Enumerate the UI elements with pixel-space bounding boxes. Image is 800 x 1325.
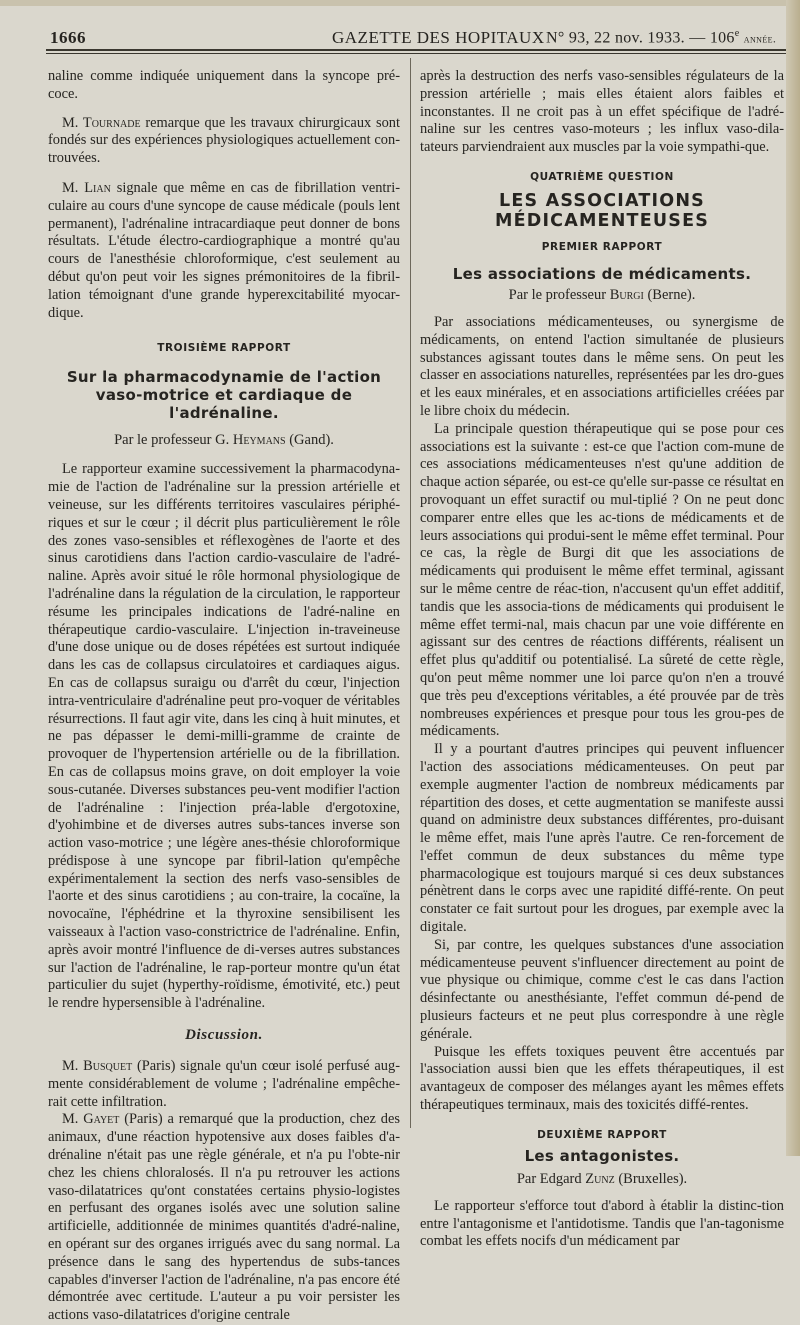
paragraph-text: (Paris) signale qu'un cœur isolé perfusé aug-mente considérablement de volume ; l'adrénaline empêche-rait cette infiltration. (48, 1058, 400, 1110)
issue-main: N° 93, 22 nov. 1933. — 106 (546, 29, 735, 47)
report-title: Les associations de médicaments. (452, 264, 752, 283)
author-prefix: Par le professeur G. (114, 432, 233, 449)
speaker-name: M. Lian (62, 179, 111, 196)
issue-suffix: année. (743, 31, 777, 46)
paragraph: Il y a pourtant d'autres principes qui peuvent influencer l'action des associations médicamenteuses. On peut par exemple augmenter l'action de nombreux médicaments par répartition des doses, et cette augmentation se manifeste aussi quand on administre deux substances différentes, pro-duisant le même effet, mais l'une après l'autre. Ce ren-forcement de l'effet commun de deux substances du même type pharmacologique est toujours marqué si ces deux substances pénètrent dans le corps avec une rapidité diffé-rente. On peut constater ce fait surtout pour les drogues, par exemple avec la digitale. (420, 741, 784, 936)
report-author (420, 287, 784, 304)
paragraph: après la destruction des nerfs vaso-sensibles régulateurs de la pression artérielle ; mais elles étaient alors faibles et inconstantes. Il ne croit pas à un effet spécifique de l'adré-naline sur les centres vaso-moteurs ; les influx vaso-dila-tateurs parviendraient aux muscles par la voie sympathi-que. (420, 68, 784, 156)
author-name: Zunz (585, 1170, 615, 1187)
report-label: DEUXIÈME RAPPORT (537, 1128, 667, 1141)
author-name: Heymans (232, 432, 286, 449)
issue-sup: e (734, 28, 740, 39)
paragraph: Par associations médicamenteuses, ou synergisme de médicaments, on entend l'action simultanée de plusieurs substances agissant toutes dans le même sens. On peut les classer en associations naturelles, représentées par les dro-gues et les eaux minérales, et en associations artificielles créées par le libre choix du médecin. (420, 313, 784, 419)
paragraph: La principale question thérapeutique qui se pose pour ces associations est la suivante : est-ce que l'action com-mune de ces associations médicamenteuses n'est qu'une addition de chaque action séparée, ou est-ce qu'elle sur-passe ce résultat en provoquant un effet suractif ou mul-tiplié ? On ne peut donc comparer entre elles que les ac-tions de médicaments et de leurs associations qui produi-sent le même effet terminal. Pour ce cas, la règle de Burgi dit que les associations de médicaments qui produisent le même effet terminal, agissant sur le même centre de réac-tion, n'accusent qu'un effet additif, tandis que les associa-tions de médicaments qui produisent le même effet termi-nal, mais chacun par une voie différente en agissant sur des centres de réactions différents, réalisent un effet plus qu'additif ou potentialisé. La sûreté de cette règle, qu'on peut même nommer une loi parce qu'on n'en a trouvé que très peu d'exceptions véritables, a été prouvée par de très nombreuses expériences et presque pour tous les grou-pes de médicaments. (420, 420, 784, 740)
paper-edge-right (786, 0, 800, 1156)
paragraph-text: signale que même en cas de fibrillation ventri-culaire au cours d'une syncope de cause médicale (pouls lent permanent), l'adrénaline intracardiaque peut donner de bons résultats. L'étude électro-cardiographique a montré qu'au cours de l'anesthésie chloroformique, c'est seulement au début qu'on peut voir les signes prémonitoires de la fibril-lation témoignant d'une grande hyperexcitabilité myocar-dique. (48, 179, 400, 321)
author-suffix: (Berne). (643, 286, 696, 303)
report-title: Sur la pharmacodynamie de l'action vaso-motrice et cardiaque de l'adrénaline. (66, 368, 382, 423)
report-author (420, 1171, 784, 1188)
paragraph: Si, par contre, les quelques substances d'une association médicamenteuse peuvent s'influencer directement au point de vue physique ou chimique, comme c'est le cas dans l'action désinfectante ou anesthésiante, l'effet commun dé-pend de plusieurs facteurs et ne peut plus correspondre à une règle générale. (420, 936, 784, 1042)
right-column (420, 62, 784, 1251)
paragraph (48, 1058, 400, 1111)
journal-title: GAZETTE DES HOPITAUX (332, 28, 545, 47)
paragraph: Puisque les effets toxiques peuvent être accentués par l'association aussi bien que les effets thérapeutiques, il est avantageux de composer des mélanges ayant les mêmes effets thérapeutiques terminaux, mais des toxicités diffé-rentes. (420, 1043, 784, 1114)
question-label: QUATRIÈME QUESTION (530, 170, 674, 183)
paragraph-text: remarque que les travaux chirurgicaux sont fondés sur des expériences physiologiques actuellement con-trouvées. (48, 114, 400, 167)
speaker-name: M. Busquet (62, 1058, 133, 1075)
column-divider (410, 58, 411, 1128)
left-column (48, 62, 400, 1325)
question-title: LES ASSOCIATIONS MÉDICAMENTEUSES (494, 190, 710, 231)
paragraph-text: (Paris) a remarqué que la production, chez des animaux, d'une réaction hypotensive aux doses faibles d'a-drénaline n'était pas une règle générale, et n'a pu l'obte-nir chez les chiens chloralosés. Il n'a pu retrouver les actions vaso-dilatatrices qu'ont constatées certains physio-logistes en perfusant des organes isolés avec une solution saline artificielle, additionnée de minimes quantités d'adré-naline, en opérant sur des organes irrigués avec du sang normal. La présence dans le sang des hypertendus de subs-tances capables d'inverser l'action de l'adrénaline, n'a pas encore été démontrée avec certitude. L'auteur a pu voir persister les actions vaso-dilatatrices d'origine centrale (48, 1111, 400, 1324)
author-suffix: (Bruxelles). (614, 1170, 688, 1187)
paragraph (48, 1111, 400, 1325)
paragraph (48, 180, 400, 322)
paragraph: naline comme indiquée uniquement dans la syncope pré-coce. (48, 68, 400, 102)
paragraph: Le rapporteur s'efforce tout d'abord à établir la distinc-tion entre l'antagonisme et l'antidotisme. Tandis que l'an-tagonisme combat les effets nocifs d'un médicament par (420, 1197, 784, 1250)
page-number: 1666 (50, 28, 86, 47)
discussion-title: Discussion. (185, 1027, 263, 1044)
report-label: TROISIÈME RAPPORT (157, 342, 291, 355)
author-suffix: (Gand). (285, 432, 334, 449)
speaker-name: M. Gayet (62, 1111, 120, 1128)
paragraph (48, 115, 400, 168)
speaker-name: M. Tournade (62, 114, 141, 131)
author-prefix: Par le professeur (508, 286, 610, 303)
running-header (0, 22, 800, 48)
paper-edge-top (0, 0, 800, 6)
report-title: Les antagonistes. (524, 1146, 680, 1165)
paragraph: Le rapporteur examine successivement la pharmacodyna-mie de l'action de l'adrénaline sur la pression artérielle et veineuse, sur les différents territoires vasculaires périphé-riques et sur le cœur ; il décrit plus particulièrement le rôle des zones vaso-sensibles et réflexogènes de l'aorte et des sinus carotidiens dans l'action cardio-vasculaire de l'adré-naline. Après avoir situé le rôle hormonal physiologique de l'adrénaline dans la régulation de la circulation, le rapporteur résume les principales indications de l'adré-naline en thérapeutique cardio-vasculaire. L'injection in-traveineuse d'une dose unique ou de doses répétées est surtout indiquée dans les cas de collapsus circulatoires et cardiaques aigus. En cas de collapsus suraigu ou d'arrêt du cœur, l'injection intra-ventriculaire d'adrénaline peut pro-voquer de véritables résurrections. Il faut agir vite, dans les cinq à huit minutes, et ne pas dépasser le demi-milli-gramme de crainte de provoquer de l'hypertension artérielle ou de la fibrillation. En cas de collapsus moins grave, on doit employer la voie sous-cutanée. Diverses substances peu-vent modifier l'action de l'adrénaline : l'injection préa-lable d'ergotoxine, d'yohimbine et de diverses autres subs-tances inverse son action vaso-motrice ; une légère anes-thésie chloroformique prédispose à une syncope par fibril-lation qu'empêche expérimentalement la section des nerfs vaso-sensibles de l'aorte et des sinus carotidiens ; au con-traire, la cocaïne, la novocaïne, l'éphédrine et la thyroxine sensibilisent les vaisseaux à l'action vaso-constrictrice de l'adrénaline. Enfin, après avoir montré l'influence de di-verses autres substances sur l'action de l'adrénaline, le rap-porteur montre qu'un état particulier du sujet (hyperthy-roïdisme, émotivité, etc.) peut le rendre hypersensible à l'adrénaline. (48, 461, 400, 1012)
header-rule-thin (46, 53, 786, 54)
report-author (48, 432, 400, 449)
report-label: PREMIER RAPPORT (541, 240, 663, 253)
issue-info (546, 28, 776, 47)
header-rule (46, 49, 786, 51)
author-prefix: Par Edgard (516, 1170, 586, 1187)
author-name: Burgi (609, 286, 644, 303)
